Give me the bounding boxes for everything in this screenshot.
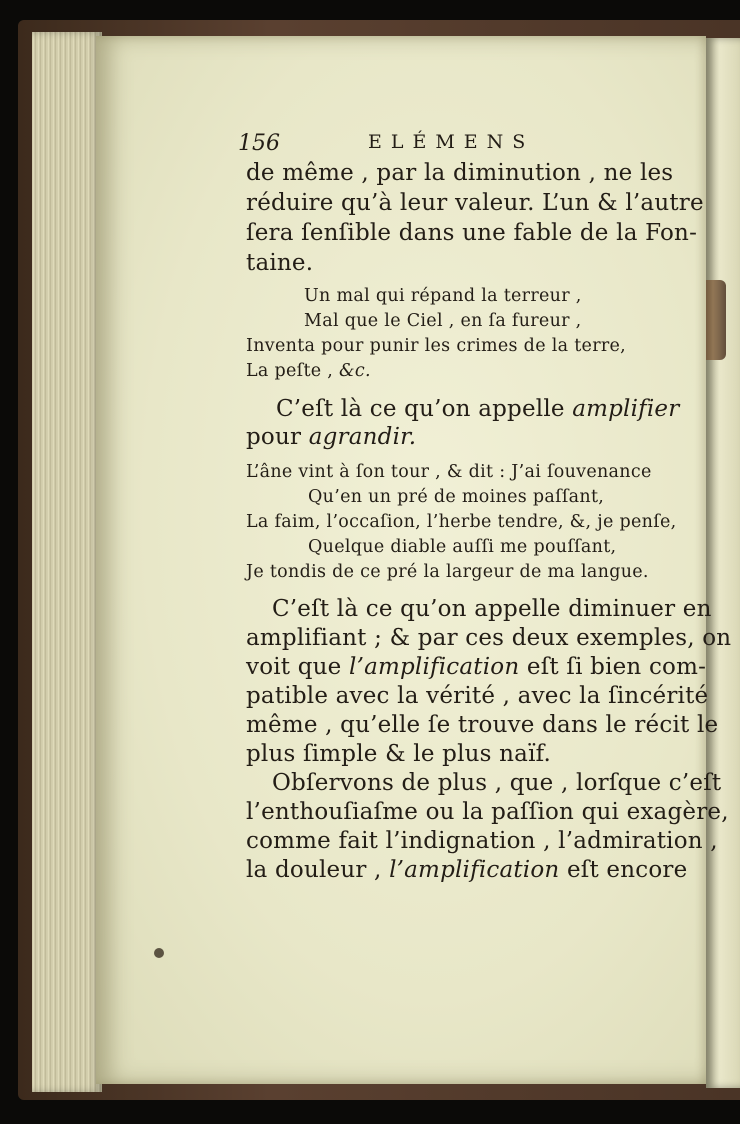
text-line: ſera ſenſible dans une fable de la Fon- xyxy=(246,220,698,246)
text-line: réduire qu’à leur valeur. L’un & l’autre xyxy=(246,190,704,216)
italic-term: agrandir. xyxy=(308,424,417,450)
text-run: la douleur , xyxy=(246,857,390,883)
italic-term: amplifier xyxy=(572,396,680,422)
text-run: voit que xyxy=(246,654,350,680)
text-line: plus ſimple & le plus naïf. xyxy=(246,741,552,767)
facing-page-edge xyxy=(706,38,740,1088)
text-line: même , qu’elle ſe trouve dans le récit le xyxy=(246,712,719,738)
running-title: ELÉMENS xyxy=(368,131,535,153)
etc-italic: &c. xyxy=(339,361,371,381)
text-run: eſt encore xyxy=(559,857,688,883)
page-edges xyxy=(32,32,102,1092)
page-number: 156 xyxy=(238,131,280,156)
verse-line xyxy=(246,361,371,381)
ink-spot xyxy=(154,948,164,958)
verse-line: Qu’en un pré de moines paſſant, xyxy=(308,487,605,507)
italic-term: l’amplification xyxy=(349,654,520,680)
text-run: eſt ſi bien com- xyxy=(519,654,707,680)
text-run: pour xyxy=(246,424,309,450)
verse-text: La peſte , xyxy=(246,361,334,381)
text-line: Obſervons de plus , que , lorſque c’eſt xyxy=(272,770,722,796)
verse-line: Inventa pour punir les crimes de la terre, xyxy=(246,336,627,356)
text-line: l’enthouſiaſme ou la paſſion qui exagère, xyxy=(246,799,729,825)
text-line xyxy=(246,654,706,680)
text-line xyxy=(246,424,416,450)
text-line: de même , par la diminution , ne les xyxy=(246,160,674,186)
text-line xyxy=(276,396,679,422)
text-line: patible avec la vérité , avec la ſincérité xyxy=(246,683,709,709)
text-line xyxy=(246,857,687,883)
verse-line: L’âne vint à ſon tour , & dit : J’ai ſouvenance xyxy=(246,462,652,482)
text-line: comme fait l’indignation , l’admiration , xyxy=(246,828,718,854)
text-run: C’eſt là ce qu’on appelle xyxy=(276,396,573,422)
verse-line: Mal que le Ciel , en ſa fureur , xyxy=(304,311,582,331)
text-line: taine. xyxy=(246,250,314,276)
text-line: C’eſt là ce qu’on appelle diminuer en xyxy=(272,596,712,622)
italic-term: l’amplification xyxy=(389,857,560,883)
text-line: amplifiant ; & par ces deux exemples, on xyxy=(246,625,732,651)
verse-line: Je tondis de ce pré la largeur de ma langue. xyxy=(246,562,649,582)
verse-line: La faim, l’occaſion, l’herbe tendre, &, je penſe, xyxy=(246,512,677,532)
verse-line: Quelque diable auſſi me pouſſant, xyxy=(308,537,617,557)
verse-line: Un mal qui répand la terreur , xyxy=(304,286,582,306)
